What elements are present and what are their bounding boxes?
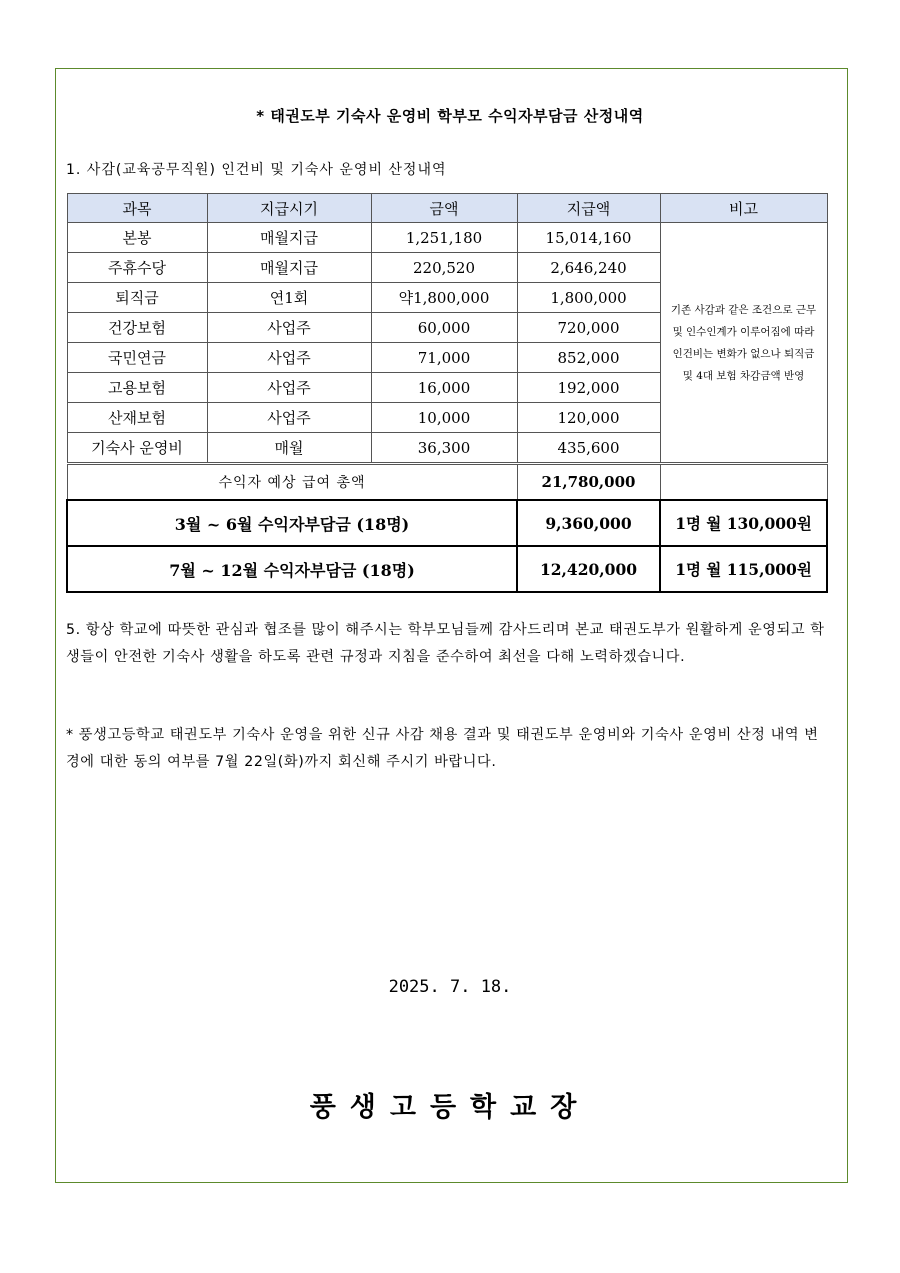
period-row bbox=[67, 546, 827, 592]
item-cell: 산재보험 bbox=[67, 403, 207, 433]
total-remark bbox=[660, 464, 827, 501]
payment-cell: 720,000 bbox=[517, 313, 660, 343]
header-cell: 과목 bbox=[67, 194, 207, 223]
payment-cell: 852,000 bbox=[517, 343, 660, 373]
period-label: 7월 ~ 12월 수익자부담금 (18명) bbox=[67, 546, 517, 592]
header-cell: 비고 bbox=[660, 194, 827, 223]
amount-cell: 36,300 bbox=[371, 433, 517, 464]
amount-cell: 10,000 bbox=[371, 403, 517, 433]
header-cell: 금액 bbox=[371, 194, 517, 223]
payment-cell: 120,000 bbox=[517, 403, 660, 433]
signature: 풍생고등학교장 bbox=[309, 1092, 591, 1123]
cost-table bbox=[66, 193, 828, 593]
payment-cell: 2,646,240 bbox=[517, 253, 660, 283]
item-cell: 본봉 bbox=[67, 223, 207, 253]
amount-cell: 약1,800,000 bbox=[371, 283, 517, 313]
document-date: 2025. 7. 18. bbox=[388, 977, 512, 997]
timing-cell: 사업주 bbox=[207, 313, 371, 343]
timing-cell: 사업주 bbox=[207, 403, 371, 433]
item-cell: 주휴수당 bbox=[67, 253, 207, 283]
timing-cell: 매월지급 bbox=[207, 253, 371, 283]
period-label: 3월 ~ 6월 수익자부담금 (18명) bbox=[67, 500, 517, 546]
document-title: * 태권도부 기숙사 운영비 학부모 수익자부담금 산정내역 bbox=[256, 107, 644, 125]
timing-cell: 연1회 bbox=[207, 283, 371, 313]
timing-cell: 매월지급 bbox=[207, 223, 371, 253]
item-cell: 기숙사 운영비 bbox=[67, 433, 207, 464]
table-header-row bbox=[67, 194, 827, 223]
period-per-person: 1명 월 115,000원 bbox=[660, 546, 827, 592]
header-cell: 지급액 bbox=[517, 194, 660, 223]
period-per-person: 1명 월 130,000원 bbox=[660, 500, 827, 546]
amount-cell: 1,251,180 bbox=[371, 223, 517, 253]
item-cell: 건강보험 bbox=[67, 313, 207, 343]
amount-cell: 220,520 bbox=[371, 253, 517, 283]
total-row bbox=[67, 464, 827, 501]
note-cell: 기존 사감과 같은 조건으로 근무 및 인수인계가 이루어짐에 따라 인건비는 변화가 없으나 퇴직금 및 4대 보험 차감금액 반영 bbox=[660, 223, 827, 464]
payment-cell: 435,600 bbox=[517, 433, 660, 464]
amount-cell: 60,000 bbox=[371, 313, 517, 343]
total-label: 수익자 예상 급여 총액 bbox=[67, 464, 517, 501]
payment-cell: 1,800,000 bbox=[517, 283, 660, 313]
period-row bbox=[67, 500, 827, 546]
item-cell: 고용보험 bbox=[67, 373, 207, 403]
payment-cell: 192,000 bbox=[517, 373, 660, 403]
amount-cell: 16,000 bbox=[371, 373, 517, 403]
item-cell: 퇴직금 bbox=[67, 283, 207, 313]
period-amount: 12,420,000 bbox=[517, 546, 660, 592]
timing-cell: 사업주 bbox=[207, 373, 371, 403]
payment-cell: 15,014,160 bbox=[517, 223, 660, 253]
section-heading: 1. 사감(교육공무직원) 인건비 및 기숙사 운영비 산정내역 bbox=[66, 162, 447, 178]
closing-paragraph: 5. 항상 학교에 따뜻한 관심과 협조를 많이 해주시는 학부모님들께 감사드리며 본교 태권도부가 원활하게 운영되고 학생들이 안전한 기숙사 생활을 하도록 관련 규정과 지침을 준수하여 최선을 다해 노력하겠습니다. bbox=[66, 622, 825, 665]
reply-notice: * 풍생고등학교 태권도부 기숙사 운영을 위한 신규 사감 채용 결과 및 태권도부 운영비와 기숙사 운영비 산정 내역 변경에 대한 동의 여부를 7월 22일(화)까지 회신해 주시기 바랍니다. bbox=[66, 727, 819, 770]
header-cell: 지급시기 bbox=[207, 194, 371, 223]
timing-cell: 매월 bbox=[207, 433, 371, 464]
total-amount: 21,780,000 bbox=[517, 464, 660, 501]
timing-cell: 사업주 bbox=[207, 343, 371, 373]
amount-cell: 71,000 bbox=[371, 343, 517, 373]
period-amount: 9,360,000 bbox=[517, 500, 660, 546]
table-row bbox=[67, 223, 827, 253]
item-cell: 국민연금 bbox=[67, 343, 207, 373]
